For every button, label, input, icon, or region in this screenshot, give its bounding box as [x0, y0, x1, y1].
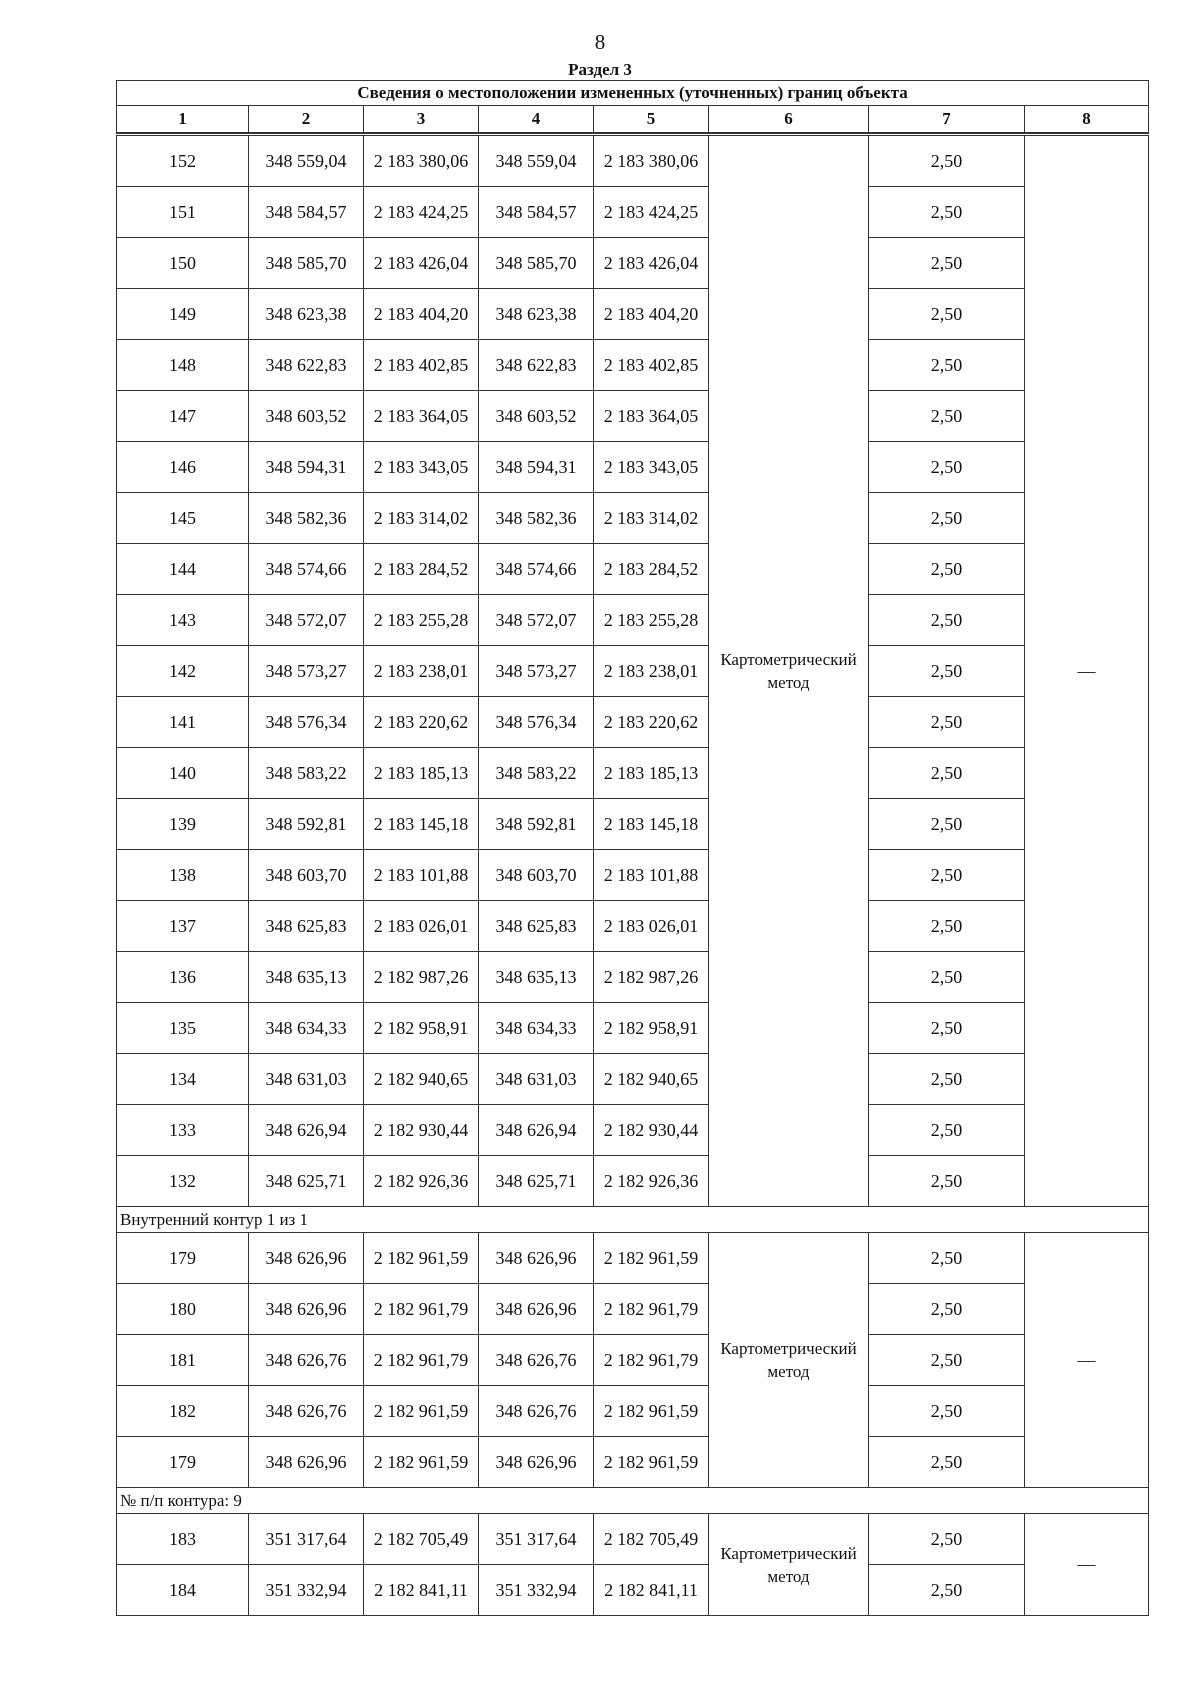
coord-x-cell: 348 626,96	[249, 1284, 364, 1335]
point-number-cell: 142	[117, 646, 249, 697]
coord-x-cell: 348 603,52	[479, 391, 594, 442]
point-number-cell: 146	[117, 442, 249, 493]
accuracy-cell: 2,50	[869, 1386, 1025, 1437]
coord-y-cell: 2 183 426,04	[364, 238, 479, 289]
coord-y-cell: 2 183 238,01	[594, 646, 709, 697]
method-cell: Картометрический метод	[709, 136, 869, 1207]
table-row	[117, 289, 1149, 340]
coord-y-cell: 2 183 404,20	[364, 289, 479, 340]
coord-y-cell: 2 182 930,44	[364, 1105, 479, 1156]
table-row	[117, 748, 1149, 799]
contour-label-row	[117, 1207, 1149, 1233]
coord-x-cell: 348 576,34	[249, 697, 364, 748]
coord-y-cell: 2 182 940,65	[594, 1054, 709, 1105]
table-row	[117, 1386, 1149, 1437]
accuracy-cell: 2,50	[869, 442, 1025, 493]
accuracy-cell: 2,50	[869, 1105, 1025, 1156]
coord-x-cell: 348 559,04	[479, 136, 594, 187]
table-row	[117, 952, 1149, 1003]
coord-y-cell: 2 183 424,25	[364, 187, 479, 238]
coord-x-cell: 348 625,71	[249, 1156, 364, 1207]
coord-x-cell: 348 626,96	[249, 1233, 364, 1284]
point-number-cell: 179	[117, 1233, 249, 1284]
column-header: 4	[479, 106, 594, 134]
point-number-cell: 184	[117, 1565, 249, 1616]
point-number-cell: 150	[117, 238, 249, 289]
coord-y-cell: 2 182 705,49	[364, 1514, 479, 1565]
coord-x-cell: 348 625,71	[479, 1156, 594, 1207]
coord-y-cell: 2 182 926,36	[364, 1156, 479, 1207]
coord-x-cell: 348 623,38	[479, 289, 594, 340]
coord-x-cell: 348 573,27	[249, 646, 364, 697]
point-number-cell: 179	[117, 1437, 249, 1488]
coord-y-cell: 2 183 314,02	[364, 493, 479, 544]
accuracy-cell: 2,50	[869, 595, 1025, 646]
column-header-row	[117, 106, 1149, 134]
point-number-cell: 132	[117, 1156, 249, 1207]
coord-y-cell: 2 183 424,25	[594, 187, 709, 238]
coord-y-cell: 2 183 364,05	[594, 391, 709, 442]
table-row	[117, 1335, 1149, 1386]
table-row	[117, 1514, 1149, 1565]
coord-x-cell: 348 622,83	[479, 340, 594, 391]
coord-x-cell: 348 626,76	[249, 1386, 364, 1437]
coord-y-cell: 2 183 364,05	[364, 391, 479, 442]
coord-y-cell: 2 183 145,18	[594, 799, 709, 850]
coord-y-cell: 2 183 026,01	[594, 901, 709, 952]
accuracy-cell: 2,50	[869, 340, 1025, 391]
point-number-cell: 140	[117, 748, 249, 799]
coord-y-cell: 2 183 101,88	[594, 850, 709, 901]
coord-x-cell: 348 594,31	[479, 442, 594, 493]
coord-x-cell: 348 576,34	[479, 697, 594, 748]
point-number-cell: 138	[117, 850, 249, 901]
coord-x-cell: 348 585,70	[249, 238, 364, 289]
point-number-cell: 137	[117, 901, 249, 952]
contour-label-row	[117, 1488, 1149, 1514]
coord-x-cell: 348 582,36	[479, 493, 594, 544]
section-title: Раздел 3	[568, 60, 632, 79]
coord-x-cell: 348 635,13	[479, 952, 594, 1003]
coord-y-cell: 2 182 961,59	[364, 1386, 479, 1437]
coord-y-cell: 2 183 101,88	[364, 850, 479, 901]
coord-y-cell: 2 183 343,05	[364, 442, 479, 493]
accuracy-cell: 2,50	[869, 1437, 1025, 1488]
accuracy-cell: 2,50	[869, 289, 1025, 340]
point-number-cell: 143	[117, 595, 249, 646]
coord-x-cell: 351 317,64	[249, 1514, 364, 1565]
coord-x-cell: 348 626,96	[249, 1437, 364, 1488]
point-number-cell: 139	[117, 799, 249, 850]
coord-y-cell: 2 182 940,65	[364, 1054, 479, 1105]
coord-x-cell: 348 592,81	[479, 799, 594, 850]
point-number-cell: 180	[117, 1284, 249, 1335]
accuracy-cell: 2,50	[869, 1565, 1025, 1616]
coord-x-cell: 348 634,33	[479, 1003, 594, 1054]
coord-y-cell: 2 183 255,28	[594, 595, 709, 646]
coord-x-cell: 348 594,31	[249, 442, 364, 493]
accuracy-cell: 2,50	[869, 136, 1025, 187]
table-row	[117, 136, 1149, 187]
table-row	[117, 1437, 1149, 1488]
table-row	[117, 697, 1149, 748]
coord-y-cell: 2 182 987,26	[594, 952, 709, 1003]
coord-y-cell: 2 182 926,36	[594, 1156, 709, 1207]
coord-x-cell: 348 626,96	[479, 1437, 594, 1488]
table-row	[117, 646, 1149, 697]
point-number-cell: 181	[117, 1335, 249, 1386]
table-row	[117, 340, 1149, 391]
coord-y-cell: 2 182 841,11	[364, 1565, 479, 1616]
coord-y-cell: 2 182 987,26	[364, 952, 479, 1003]
coord-x-cell: 348 559,04	[249, 136, 364, 187]
coord-y-cell: 2 182 961,79	[364, 1335, 479, 1386]
point-number-cell: 135	[117, 1003, 249, 1054]
coord-x-cell: 348 603,52	[249, 391, 364, 442]
coord-x-cell: 351 332,94	[479, 1565, 594, 1616]
coord-x-cell: 348 625,83	[249, 901, 364, 952]
column-header: 8	[1025, 106, 1149, 134]
coord-x-cell: 348 603,70	[249, 850, 364, 901]
point-number-cell: 151	[117, 187, 249, 238]
table-row	[117, 442, 1149, 493]
accuracy-cell: 2,50	[869, 187, 1025, 238]
column-header: 1	[117, 106, 249, 134]
accuracy-cell: 2,50	[869, 493, 1025, 544]
coord-x-cell: 348 603,70	[479, 850, 594, 901]
accuracy-cell: 2,50	[869, 697, 1025, 748]
accuracy-cell: 2,50	[869, 1233, 1025, 1284]
table-row	[117, 187, 1149, 238]
accuracy-cell: 2,50	[869, 799, 1025, 850]
coord-y-cell: 2 182 961,79	[364, 1284, 479, 1335]
point-number-cell: 144	[117, 544, 249, 595]
note-cell: —	[1025, 1233, 1149, 1488]
coord-x-cell: 348 631,03	[479, 1054, 594, 1105]
contour-label: № п/п контура: 9	[117, 1488, 1149, 1514]
coord-y-cell: 2 182 961,79	[594, 1284, 709, 1335]
coord-x-cell: 348 583,22	[249, 748, 364, 799]
coord-y-cell: 2 183 145,18	[364, 799, 479, 850]
method-cell: Картометрический метод	[709, 1233, 869, 1488]
coord-y-cell: 2 183 220,62	[594, 697, 709, 748]
table-row	[117, 238, 1149, 289]
point-number-cell: 136	[117, 952, 249, 1003]
coord-y-cell: 2 183 426,04	[594, 238, 709, 289]
accuracy-cell: 2,50	[869, 646, 1025, 697]
coord-x-cell: 348 572,07	[479, 595, 594, 646]
point-number-cell: 149	[117, 289, 249, 340]
coord-y-cell: 2 182 961,59	[594, 1233, 709, 1284]
coord-y-cell: 2 183 402,85	[594, 340, 709, 391]
coord-x-cell: 348 623,38	[249, 289, 364, 340]
accuracy-cell: 2,50	[869, 952, 1025, 1003]
method-cell: Картометрический метод	[709, 1514, 869, 1616]
coord-y-cell: 2 182 841,11	[594, 1565, 709, 1616]
coord-x-cell: 348 626,94	[479, 1105, 594, 1156]
table-row	[117, 544, 1149, 595]
table-row	[117, 1054, 1149, 1105]
column-header: 7	[869, 106, 1025, 134]
page-number: 8	[594, 30, 606, 54]
accuracy-cell: 2,50	[869, 391, 1025, 442]
point-number-cell: 145	[117, 493, 249, 544]
coord-x-cell: 348 626,76	[479, 1335, 594, 1386]
table-row	[117, 1003, 1149, 1054]
point-number-cell: 147	[117, 391, 249, 442]
accuracy-cell: 2,50	[869, 238, 1025, 289]
coord-x-cell: 348 634,33	[249, 1003, 364, 1054]
accuracy-cell: 2,50	[869, 1054, 1025, 1105]
coord-x-cell: 348 626,94	[249, 1105, 364, 1156]
coord-x-cell: 348 635,13	[249, 952, 364, 1003]
coord-y-cell: 2 183 380,06	[364, 136, 479, 187]
contour-label: Внутренний контур 1 из 1	[117, 1207, 1149, 1233]
accuracy-cell: 2,50	[869, 748, 1025, 799]
table-row	[117, 391, 1149, 442]
column-header: 5	[594, 106, 709, 134]
coord-x-cell: 348 626,76	[479, 1386, 594, 1437]
coord-y-cell: 2 183 026,01	[364, 901, 479, 952]
accuracy-cell: 2,50	[869, 1284, 1025, 1335]
coordinates-table	[116, 80, 1149, 1616]
accuracy-cell: 2,50	[869, 1003, 1025, 1054]
point-number-cell: 152	[117, 136, 249, 187]
table-row	[117, 1105, 1149, 1156]
coord-x-cell: 348 583,22	[479, 748, 594, 799]
coord-y-cell: 2 183 255,28	[364, 595, 479, 646]
coord-y-cell: 2 183 220,62	[364, 697, 479, 748]
coord-y-cell: 2 182 958,91	[364, 1003, 479, 1054]
coord-x-cell: 348 626,76	[249, 1335, 364, 1386]
table-row	[117, 799, 1149, 850]
point-number-cell: 183	[117, 1514, 249, 1565]
coord-x-cell: 348 622,83	[249, 340, 364, 391]
coord-y-cell: 2 182 961,59	[364, 1437, 479, 1488]
point-number-cell: 134	[117, 1054, 249, 1105]
coord-y-cell: 2 182 961,59	[594, 1437, 709, 1488]
coord-y-cell: 2 183 284,52	[364, 544, 479, 595]
table-row	[117, 901, 1149, 952]
table-caption-row	[117, 81, 1149, 106]
table-row	[117, 493, 1149, 544]
accuracy-cell: 2,50	[869, 1514, 1025, 1565]
table-row	[117, 1284, 1149, 1335]
accuracy-cell: 2,50	[869, 850, 1025, 901]
coord-y-cell: 2 182 961,59	[364, 1233, 479, 1284]
coord-x-cell: 348 573,27	[479, 646, 594, 697]
coord-x-cell: 348 592,81	[249, 799, 364, 850]
note-cell: —	[1025, 136, 1149, 1207]
accuracy-cell: 2,50	[869, 1156, 1025, 1207]
coord-y-cell: 2 182 961,79	[594, 1335, 709, 1386]
coord-y-cell: 2 182 930,44	[594, 1105, 709, 1156]
coord-y-cell: 2 182 961,59	[594, 1386, 709, 1437]
coord-y-cell: 2 182 705,49	[594, 1514, 709, 1565]
coord-y-cell: 2 183 238,01	[364, 646, 479, 697]
coord-x-cell: 348 582,36	[249, 493, 364, 544]
coord-y-cell: 2 183 314,02	[594, 493, 709, 544]
table-row	[117, 850, 1149, 901]
accuracy-cell: 2,50	[869, 544, 1025, 595]
coord-y-cell: 2 183 185,13	[364, 748, 479, 799]
coord-y-cell: 2 182 958,91	[594, 1003, 709, 1054]
table-row	[117, 1565, 1149, 1616]
coord-x-cell: 348 585,70	[479, 238, 594, 289]
coord-x-cell: 348 584,57	[479, 187, 594, 238]
table-row	[117, 1156, 1149, 1207]
coord-y-cell: 2 183 402,85	[364, 340, 479, 391]
coord-x-cell: 351 317,64	[479, 1514, 594, 1565]
coord-y-cell: 2 183 343,05	[594, 442, 709, 493]
coord-y-cell: 2 183 380,06	[594, 136, 709, 187]
point-number-cell: 148	[117, 340, 249, 391]
point-number-cell: 133	[117, 1105, 249, 1156]
coord-x-cell: 351 332,94	[249, 1565, 364, 1616]
note-cell: —	[1025, 1514, 1149, 1616]
coord-x-cell: 348 574,66	[249, 544, 364, 595]
coord-x-cell: 348 626,96	[479, 1284, 594, 1335]
point-number-cell: 182	[117, 1386, 249, 1437]
column-header: 2	[249, 106, 364, 134]
table-caption: Сведения о местоположении измененных (уточненных) границ объекта	[117, 81, 1149, 106]
coord-x-cell: 348 584,57	[249, 187, 364, 238]
table-row	[117, 1233, 1149, 1284]
column-header: 6	[709, 106, 869, 134]
coord-y-cell: 2 183 284,52	[594, 544, 709, 595]
coord-x-cell: 348 625,83	[479, 901, 594, 952]
accuracy-cell: 2,50	[869, 901, 1025, 952]
column-header: 3	[364, 106, 479, 134]
coord-y-cell: 2 183 404,20	[594, 289, 709, 340]
table-row	[117, 595, 1149, 646]
coord-y-cell: 2 183 185,13	[594, 748, 709, 799]
coord-x-cell: 348 631,03	[249, 1054, 364, 1105]
coord-x-cell: 348 574,66	[479, 544, 594, 595]
coord-x-cell: 348 626,96	[479, 1233, 594, 1284]
point-number-cell: 141	[117, 697, 249, 748]
accuracy-cell: 2,50	[869, 1335, 1025, 1386]
coord-x-cell: 348 572,07	[249, 595, 364, 646]
